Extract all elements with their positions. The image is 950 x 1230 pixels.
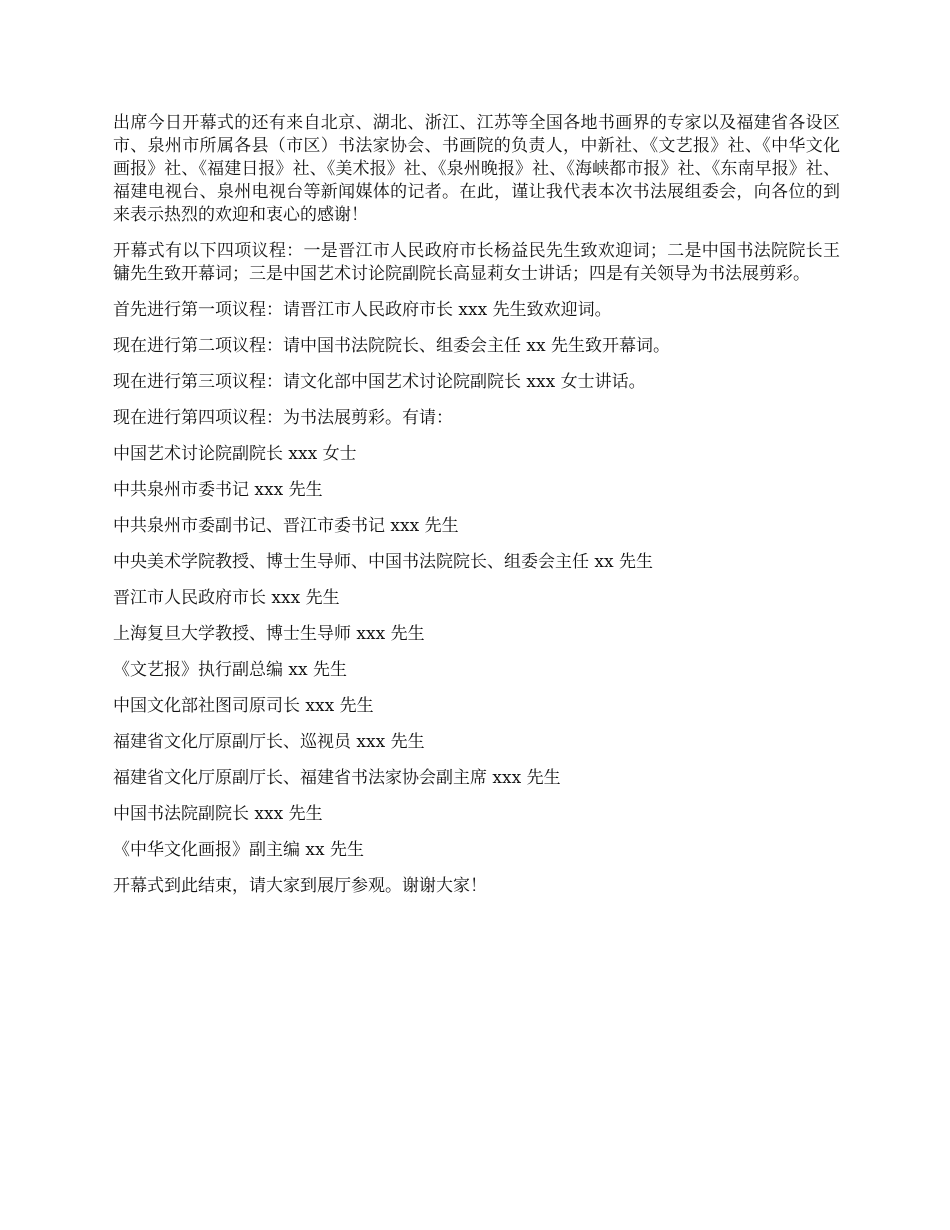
agenda-item-2: 现在进行第二项议程：请中国书法院院长、组委会主任 xx 先生致开幕词。 [113,336,670,356]
guest-line: 《文艺报》执行副总编 xx 先生 [113,660,347,680]
agenda-overview-paragraph: 开幕式有以下四项议程：一是晋江市人民政府市长杨益民先生致欢迎词；二是中国书法院院长王镛先生致开幕词；三是中国艺术讨论院副院长高显莉女士讲话；四是有关领导为书法展剪彩。 [113,241,840,284]
guest-line: 中共泉州市委副书记、晋江市委书记 xxx 先生 [113,516,459,536]
guest-line: 中共泉州市委书记 xxx 先生 [113,480,323,500]
document-body [113,112,840,911]
agenda-item-1: 首先进行第一项议程：请晋江市人民政府市长 xxx 先生致欢迎词。 [113,300,612,320]
intro-paragraph: 出席今日开幕式的还有来自北京、湖北、浙江、江苏等全国各地书画界的专家以及福建省各设区市、泉州市所属各县（市区）书法家协会、书画院的负责人，中新社、《文艺报》社、《中华文化画报》社、《福建日报》社、《美术报》社、《泉州晚报》社、《海峡都市报》社、《东南早报》社、福建电视台、泉州电视台等新闻媒体的记者。在此，谨让我代表本次书法展组委会，向各位的到来表示热烈的欢迎和衷心的感谢！ [113,113,840,225]
guest-line: 中国艺术讨论院副院长 xxx 女士 [113,444,357,464]
guest-line: 《中华文化画报》副主编 xx 先生 [113,840,364,860]
guest-line: 晋江市人民政府市长 xxx 先生 [113,588,340,608]
guest-line: 福建省文化厅原副厅长、福建省书法家协会副主席 xxx 先生 [113,768,561,788]
guest-line: 中国文化部社图司原司长 xxx 先生 [113,696,374,716]
guest-line: 中央美术学院教授、博士生导师、中国书法院院长、组委会主任 xx 先生 [113,552,653,572]
agenda-item-3: 现在进行第三项议程：请文化部中国艺术讨论院副院长 xxx 女士讲话。 [113,372,646,392]
guest-line: 中国书法院副院长 xxx 先生 [113,804,323,824]
closing-line: 开幕式到此结束，请大家到展厅参观。谢谢大家！ [113,876,487,896]
guest-line: 上海复旦大学教授、博士生导师 xxx 先生 [113,624,425,644]
agenda-item-4: 现在进行第四项议程：为书法展剪彩。有请： [113,408,453,428]
guest-line: 福建省文化厅原副厅长、巡视员 xxx 先生 [113,732,425,752]
